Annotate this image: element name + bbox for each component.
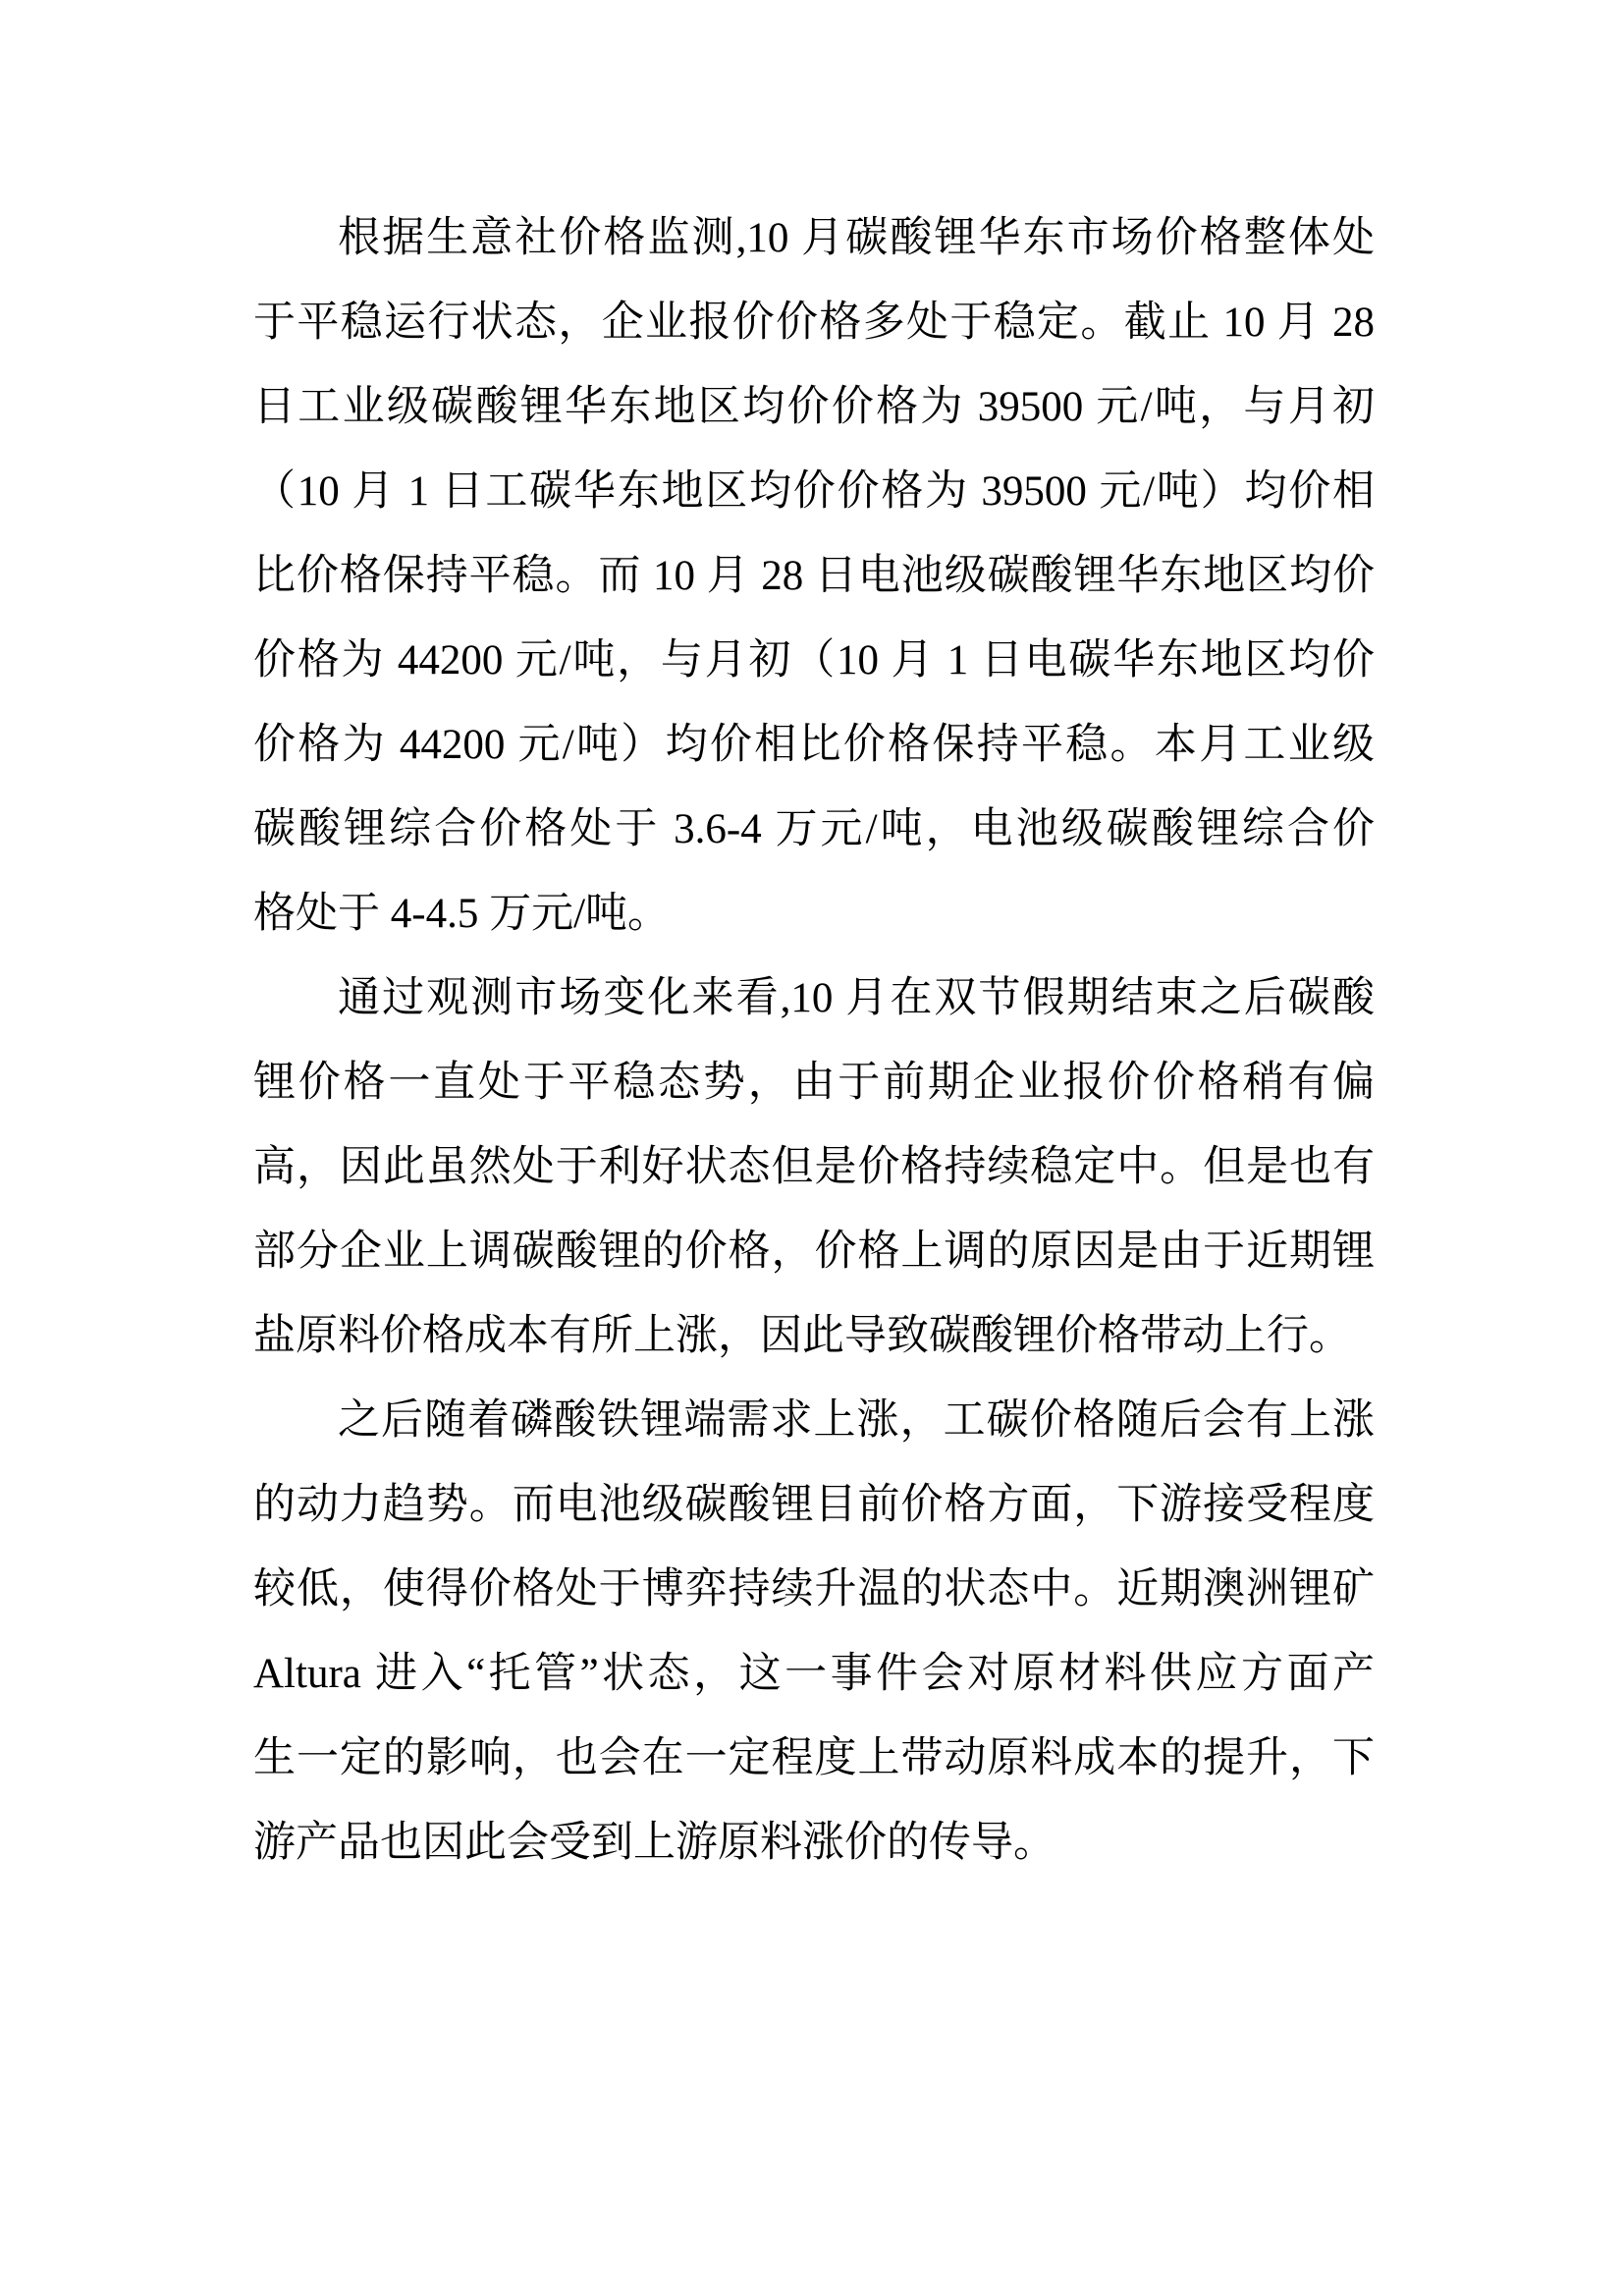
paragraph-price-trend-analysis [253, 957, 1375, 1379]
paragraph-market-overview [253, 196, 1375, 957]
text-line: 比价格保持平稳。而 10 月 28 日电池级碳酸锂华东地区均价 [253, 553, 1375, 599]
text-line: 的动力趋势。而电池级碳酸锂目前价格方面，下游接受程度 [253, 1482, 1375, 1528]
text-line: 之后随着磷酸铁锂端需求上涨，工碳价格随后会有上涨 [338, 1397, 1375, 1444]
text-line: 高，因此虽然处于利好状态但是价格持续稳定中。但是也有 [253, 1144, 1375, 1190]
text-line: 锂价格一直处于平稳态势，由于前期企业报价价格稍有偏 [253, 1060, 1375, 1106]
text-line: 部分企业上调碳酸锂的价格，价格上调的原因是由于近期锂 [253, 1229, 1375, 1275]
text-line: 格处于 4-4.5 万元/吨。 [253, 891, 671, 937]
text-line: 生一定的影响，也会在一定程度上带动原料成本的提升，下 [253, 1735, 1375, 1781]
text-line: 根据生意社价格监测,10 月碳酸锂华东市场价格整体处 [338, 215, 1375, 261]
text-line: 盐原料价格成本有所上涨，因此导致碳酸锂价格带动上行。 [253, 1313, 1351, 1359]
text-line: 通过观测市场变化来看,10 月在双节假期结束之后碳酸 [338, 975, 1375, 1021]
text-line: 价格为 44200 元/吨）均价相比价格保持平稳。本月工业级 [253, 722, 1375, 768]
text-line: 较低，使得价格处于博弈持续升温的状态中。近期澳洲锂矿 [253, 1566, 1375, 1613]
text-line: 日工业级碳酸锂华东地区均价价格为 39500 元/吨，与月初 [253, 384, 1375, 430]
text-line: Altura 进入“托管”状态，这一事件会对原材料供应方面产 [253, 1651, 1375, 1697]
text-line: 碳酸锂综合价格处于 3.6-4 万元/吨，电池级碳酸锂综合价 [253, 806, 1375, 852]
paragraph-outlook [253, 1379, 1375, 1886]
text-line: （10 月 1 日工碳华东地区均价价格为 39500 元/吨）均价相 [253, 468, 1375, 515]
text-line: 于平稳运行状态，企业报价价格多处于稳定。截止 10 月 28 [253, 300, 1375, 346]
text-line: 游产品也因此会受到上游原料涨价的传导。 [253, 1820, 1055, 1866]
text-line: 价格为 44200 元/吨，与月初（10 月 1 日电碳华东地区均价 [253, 637, 1375, 683]
